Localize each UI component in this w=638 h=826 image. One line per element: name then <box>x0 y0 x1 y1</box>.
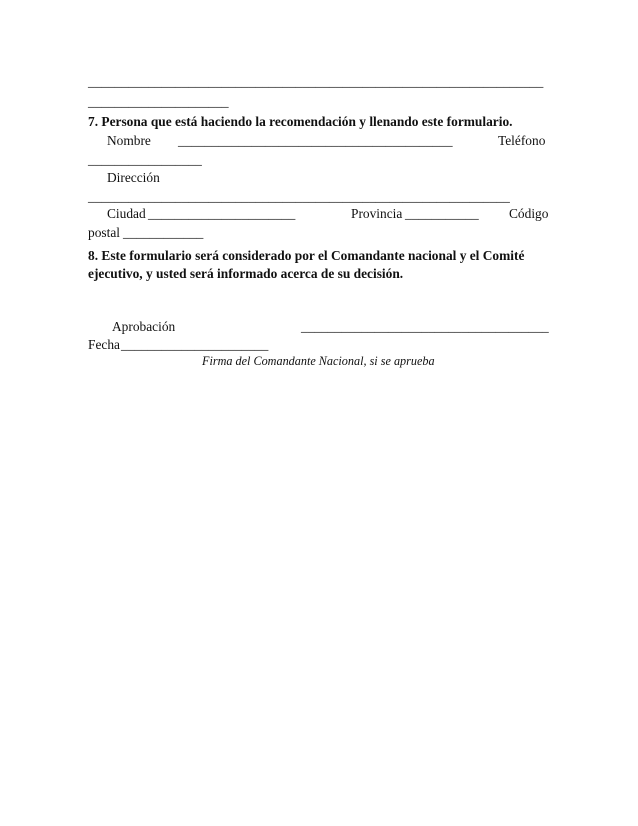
ciudad-field[interactable]: ______________________ <box>148 206 296 221</box>
nombre-field[interactable]: _________________________________________ <box>178 133 453 148</box>
ciudad-label: Ciudad <box>107 206 146 221</box>
blank-line[interactable]: _____________________ <box>88 94 229 109</box>
signature-field[interactable]: _____________________________________ <box>301 319 549 334</box>
fecha-label: Fecha <box>88 337 120 352</box>
provincia-label: Provincia <box>351 206 403 221</box>
codigo-postal-field[interactable]: ____________ <box>123 225 204 240</box>
signature-caption: Firma del Comandante Nacional, si se aprueba <box>202 354 435 368</box>
direccion-label: Dirección <box>107 170 160 185</box>
aprobacion-label: Aprobación <box>112 319 176 334</box>
provincia-field[interactable]: ___________ <box>405 206 479 221</box>
blank-line[interactable]: ____________________________________________________________________ <box>88 74 544 89</box>
postal-label: postal <box>88 225 120 240</box>
section-8-line-1: 8. Este formulario será considerado por el Comandante nacional y el Comité <box>88 248 525 263</box>
telefono-field[interactable]: _________________ <box>88 152 202 167</box>
codigo-label: Código <box>509 206 549 221</box>
nombre-label: Nombre <box>107 133 151 148</box>
direccion-field[interactable]: _______________________________________________________________ <box>88 189 510 204</box>
fecha-field[interactable]: ______________________ <box>121 337 269 352</box>
telefono-label: Teléfono <box>498 133 546 148</box>
section-7-heading: 7. Persona que está haciendo la recomendación y llenando este formulario. <box>88 114 513 129</box>
section-8-line-2: ejecutivo, y usted será informado acerca de su decisión. <box>88 266 404 281</box>
